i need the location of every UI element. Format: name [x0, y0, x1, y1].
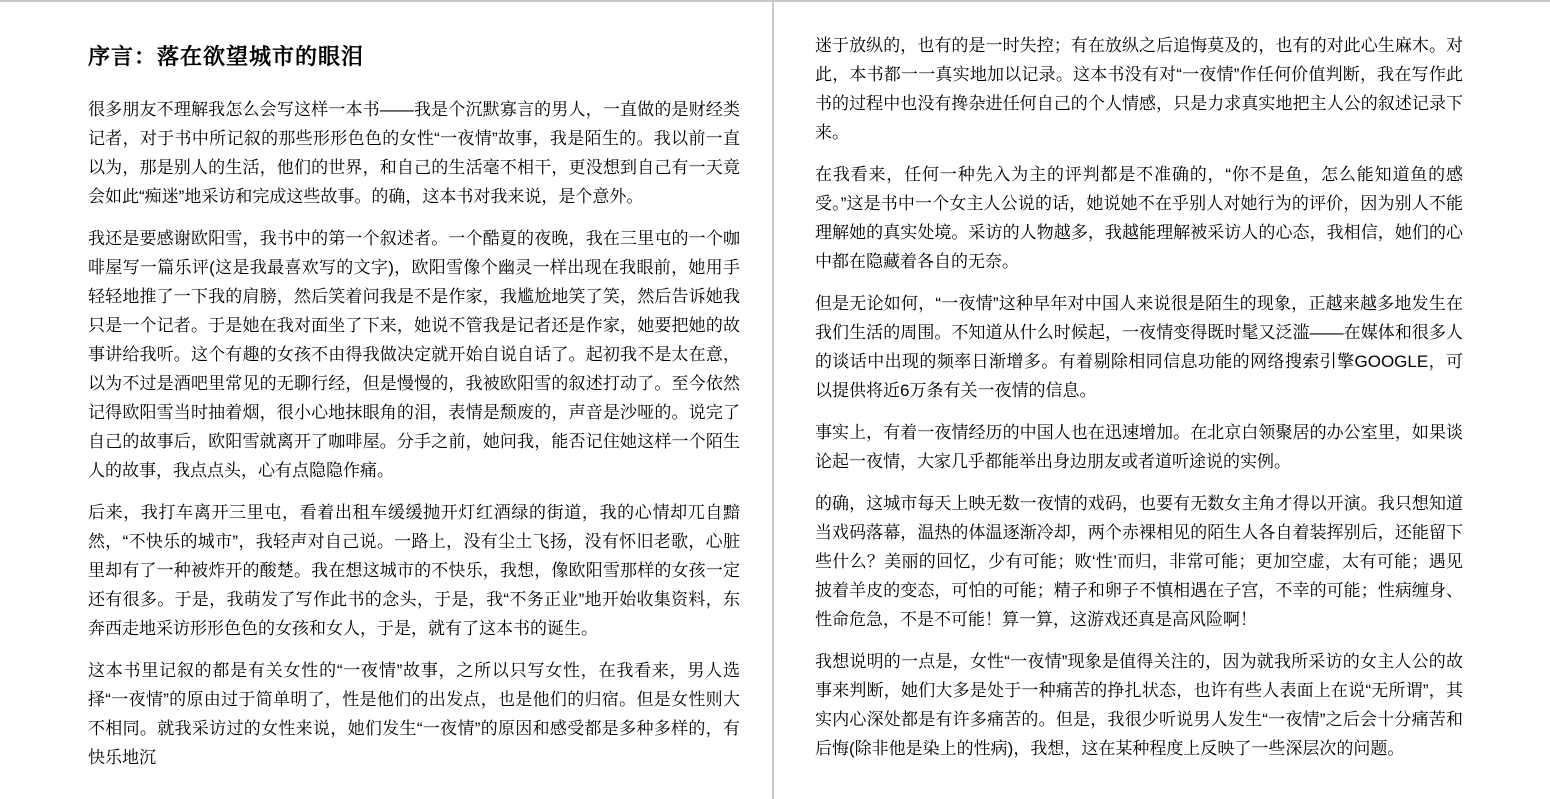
- page-column-divider: [772, 0, 774, 799]
- paragraph: 我还是要感谢欧阳雪，我书中的第一个叙述者。一个酷夏的夜晚，我在三里屯的一个咖啡屋写一篇乐评(这是我最喜欢写的文字)，欧阳雪像个幽灵一样出现在我眼前，她用手轻轻地推了一下我的肩膀，然后笑着问我是不是作家，我尴尬地笑了笑，然后告诉她我只是一个记者。于是她在我对面坐了下来，她说不管我是记者还是作家，她要把她的故事讲给我听。这个有趣的女孩不由得我做决定就开始自说自话了。起初我不是太在意，以为不过是酒吧里常见的无聊行经，但是慢慢的，我被欧阳雪的叙述打动了。至今依然记得欧阳雪当时抽着烟，很小心地抹眼角的泪，表情是颓废的，声音是沙哑的。说完了自己的故事后，欧阳雪就离开了咖啡屋。分手之前，她问我，能否记住她这样一个陌生人的故事，我点点头，心有点隐隐作痛。: [88, 229, 740, 480]
- top-divider-rule: [0, 0, 1550, 2]
- left-page: [88, 44, 740, 785]
- paragraph: 后来，我打车离开三里屯，看着出租车缓缓抛开灯红酒绿的街道，我的心情却兀自黯然，“不快乐的城市”，我轻声对自己说。一路上，没有尘土飞扬，没有怀旧老歌，心脏里却有了一种被炸开的酸楚。我在想这城市的不快乐，我想，像欧阳雪那样的女孩一定还有很多。于是，我萌发了写作此书的念头，于是，我“不务正业”地开始收集资料，东奔西走地采访形形色色的女孩和女人，于是，就有了这本书的诞生。: [88, 503, 740, 638]
- preface-title: 序言：落在欲望城市的眼泪: [88, 44, 365, 69]
- paragraph: 事实上，有着一夜情经历的中国人也在迅速增加。在北京白领聚居的办公室里，如果谈论起一夜情，大家几乎都能举出身边朋友或者道听途说的实例。: [815, 423, 1463, 471]
- paragraph: 这本书里记叙的都是有关女性的“一夜情”故事，之所以只写女性，在我看来，男人选择“一夜情”的原由过于简单明了，性是他们的出发点，也是他们的归宿。但是女性则大不相同。就我采访过的女性来说，她们发生“一夜情”的原因和感受都是多种多样的，有快乐地沉: [88, 661, 740, 767]
- paragraph: 迷于放纵的，也有的是一时失控；有在放纵之后追悔莫及的，也有的对此心生麻木。对此，本书都一一真实地加以记录。这本书没有对“一夜情”作任何价值判断，我在写作此书的过程中也没有搀杂进任何自己的个人情感，只是力求真实地把主人公的叙述记录下来。: [815, 36, 1463, 142]
- paragraph: 我想说明的一点是，女性“一夜情”现象是值得关注的，因为就我所采访的女主人公的故事来判断，她们大多是处于一种痛苦的挣扎状态，也许有些人表面上在说“无所谓”，其实内心深处都是有许多痛苦的。但是，我很少听说男人发生“一夜情”之后会十分痛苦和后悔(除非他是染上的性病)，我想，这在某种程度上反映了一些深层次的问题。: [815, 652, 1463, 758]
- paragraph: 在我看来，任何一种先入为主的评判都是不准确的，“你不是鱼，怎么能知道鱼的感受。”这是书中一个女主人公说的话，她说她不在乎别人对她行为的评价，因为别人不能理解她的真实处境。采访的人物越多，我越能理解被采访人的心态，我相信，她们的心中都在隐藏着各自的无奈。: [815, 165, 1463, 271]
- paragraph: 但是无论如何，“一夜情”这种早年对中国人来说很是陌生的现象，正越来越多地发生在我们生活的周围。不知道从什么时候起，一夜情变得既时髦又泛滥——在媒体和很多人的谈话中出现的频率日渐增多。有着剔除相同信息功能的网络搜索引擎GOOGLE，可以提供将近6万条有关一夜情的信息。: [815, 294, 1463, 400]
- paragraph: 的确，这城市每天上映无数一夜情的戏码，也要有无数女主角才得以开演。我只想知道当戏码落幕，温热的体温逐渐冷却，两个赤裸相见的陌生人各自着装挥别后，还能留下些什么？美丽的回忆，少有可能；败‘性’而归，非常可能；更加空虚，太有可能；遇见披着羊皮的变态，可怕的可能；精子和卵子不慎相遇在子宫，不幸的可能；性病缠身、性命危急，不是不可能！算一算，这游戏还真是高风险啊！: [815, 494, 1463, 629]
- right-page: [815, 31, 1463, 776]
- paragraph: 很多朋友不理解我怎么会写这样一本书——我是个沉默寡言的男人，一直做的是财经类记者，对于书中所记叙的那些形形色色的女性“一夜情”故事，我是陌生的。我以前一直以为，那是别人的生活，他们的世界，和自己的生活毫不相干，更没想到自己有一天竟会如此“痴迷”地采访和完成这些故事。的确，这本书对我来说，是个意外。: [88, 100, 740, 206]
